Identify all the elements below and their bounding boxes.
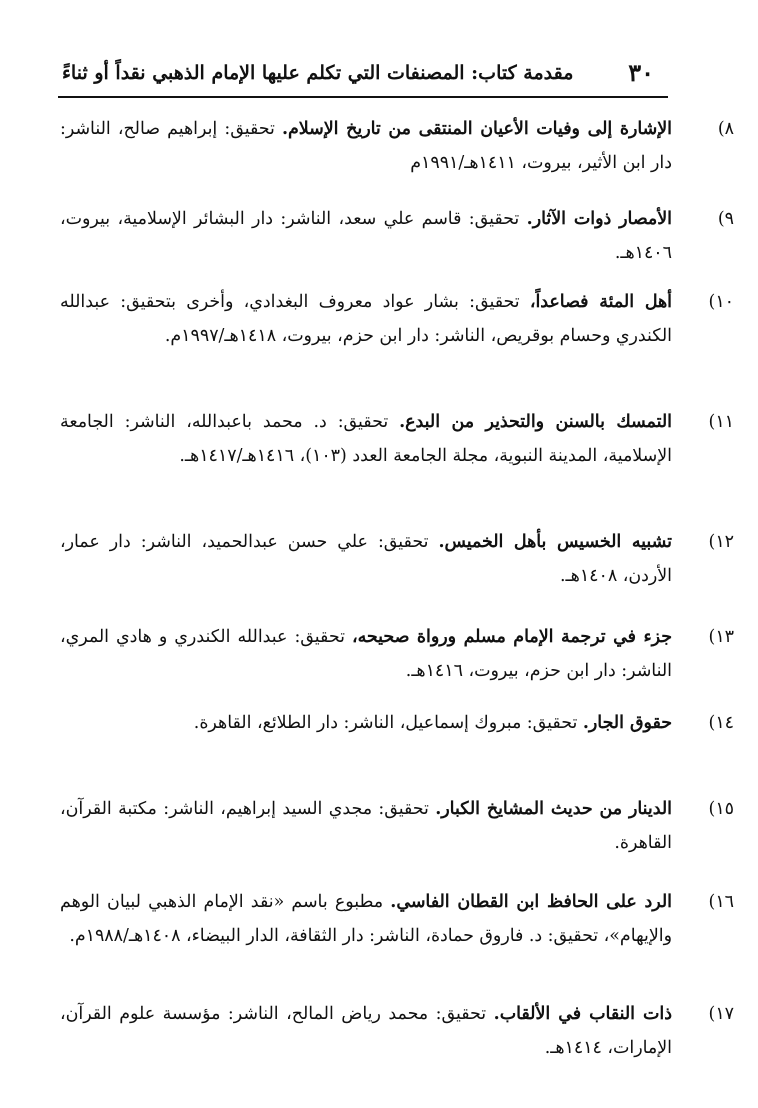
bibliography-entry (60, 285, 734, 405)
bibliography-entry (60, 792, 734, 885)
bibliography-entry (60, 706, 734, 792)
entry-title: أهل المئة فصاعداً، (529, 292, 672, 312)
bibliography-entry (60, 620, 734, 706)
entry-details: تحقيق: مبروك إسماعيل، الناشر: دار الطلائع، القاهرة. (193, 713, 583, 733)
entry-details: مطبوع باسم «نقد الإمام الذهبي لبيان الوهم والإيهام»، تحقيق: د. فاروق حمادة، الناشر: دار الثقافة، الدار البيضاء، ١٤٠٨هـ/١٩٨٨م. (60, 892, 672, 946)
entry-body (60, 997, 672, 1065)
entry-body (60, 202, 672, 270)
entry-number: ١٧) (708, 1004, 734, 1024)
bibliography-entry (60, 405, 734, 525)
entry-details: تحقيق: د. محمد باعبدالله، الناشر: الجامعة الإسلامية، المدينة النبوية، مجلة الجامعة العدد (١٠٣)، ١٤١٦هـ/١٤١٧هـ. (60, 412, 672, 466)
entry-title: الرد على الحافظ ابن القطان الفاسي. (390, 892, 672, 912)
bibliography-entry (60, 885, 734, 997)
entry-number: ٩) (717, 209, 734, 229)
entry-title: الدينار من حديث المشايخ الكبار. (435, 799, 672, 819)
entry-number: ١٦) (708, 892, 734, 912)
bibliography-list (60, 112, 734, 1077)
bibliography-entry (60, 112, 734, 202)
entry-details: تحقيق: إبراهيم صالح، الناشر: دار ابن الأثير، بيروت، ١٤١١هـ/١٩٩١م (60, 119, 672, 173)
entry-details: تحقيق: بشار عواد معروف البغدادي، وأخرى بتحقيق: عبدالله الكندري وحسام بوقريص، الناشر: دار ابن حزم، بيروت، ١٤١٨هـ/١٩٩٧م. (60, 292, 672, 346)
entry-details: تحقيق: علي حسن عبدالحميد، الناشر: دار عمار، الأردن، ١٤٠٨هـ. (60, 532, 672, 586)
entry-details: تحقيق: عبدالله الكندري و هادي المري، الناشر: دار ابن حزم، بيروت، ١٤١٦هـ. (60, 627, 672, 681)
entry-details: تحقيق: قاسم علي سعد، الناشر: دار البشائر الإسلامية، بيروت، ١٤٠٦هـ. (60, 209, 672, 263)
entry-body (60, 285, 672, 353)
entry-number: ١٠) (708, 292, 734, 312)
entry-title: جزء في ترجمة الإمام مسلم ورواة صحيحه، (351, 627, 672, 647)
entry-number: ١١) (708, 412, 734, 432)
bibliography-entry (60, 525, 734, 620)
entry-body (60, 405, 672, 473)
entry-title: تشبيه الخسيس بأهل الخميس. (438, 532, 672, 552)
entry-title: الإشارة إلى وفيات الأعيان المنتقى من تاريخ الإسلام. (281, 119, 672, 139)
bibliography-entry (60, 997, 734, 1077)
entry-body (60, 885, 672, 953)
running-title: مقدمة كتاب: المصنفات التي تكلم عليها الإمام الذهبي نقداً أو ثناءً (62, 62, 574, 84)
entry-title: حقوق الجار. (582, 713, 672, 733)
entry-title: التمسك بالسنن والتحذير من البدع. (399, 412, 672, 432)
entry-title: ذات النقاب في الألقاب. (493, 1004, 672, 1024)
entry-body (60, 525, 672, 593)
entry-details: تحقيق: مجدي السيد إبراهيم، الناشر: مكتبة القرآن، القاهرة. (60, 799, 672, 853)
bibliography-entry (60, 202, 734, 285)
entry-details: تحقيق: محمد رياض المالح، الناشر: مؤسسة علوم القرآن، الإمارات، ١٤١٤هـ. (60, 1004, 672, 1058)
page-header (58, 56, 668, 98)
page-number: ٣٠ (628, 58, 654, 87)
entry-body (60, 112, 672, 180)
entry-number: ١٥) (708, 799, 734, 819)
entry-number: ٨) (717, 119, 734, 139)
entry-title: الأمصار ذوات الآثار. (526, 209, 673, 229)
entry-number: ١٣) (708, 627, 734, 647)
entry-number: ١٤) (708, 713, 734, 733)
entry-body (60, 706, 672, 740)
entry-body (60, 620, 672, 688)
entry-number: ١٢) (708, 532, 734, 552)
entry-body (60, 792, 672, 860)
